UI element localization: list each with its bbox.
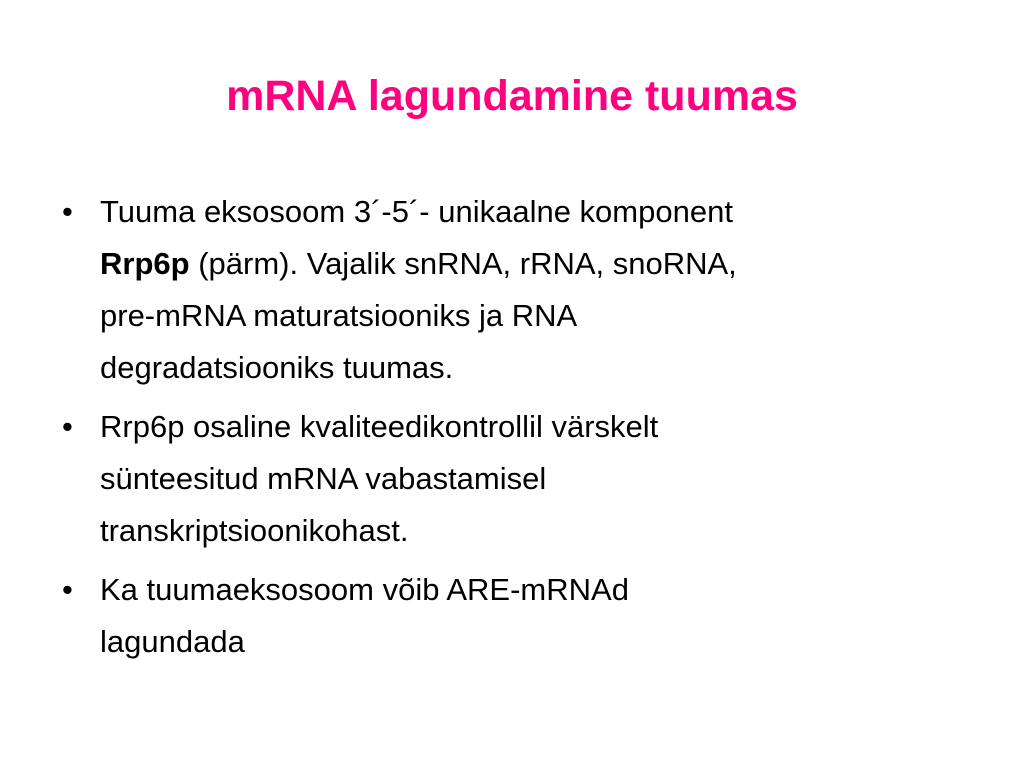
slide-title: mRNA lagundamine tuumas [226, 72, 798, 120]
bullet-list [56, 186, 956, 675]
bullet-2-line-2: sünteesitud mRNA vabastamisel [100, 461, 547, 496]
bullet-marker: • [62, 409, 73, 444]
bullet-2-line-3: transkriptsioonikohast. [100, 513, 409, 548]
bullet-1-bold-term: Rrp6p [100, 246, 190, 281]
bullet-2-line-1: Rrp6p osaline kvaliteedikontrollil värskelt [100, 409, 659, 444]
bullet-1-line-2-rest: (pärm). Vajalik snRNA, rRNA, snoRNA, [189, 246, 737, 281]
bullet-1-line-4: degradatsiooniks tuumas. [100, 350, 454, 385]
bullet-item-1 [56, 186, 956, 394]
bullet-1-line-2 [100, 238, 956, 290]
bullet-item-2 [56, 401, 956, 557]
bullet-3-line-1: Ka tuumaeksosoom võib ARE-mRNAd [100, 572, 629, 607]
bullet-marker: • [62, 194, 73, 229]
bullet-3-line-2: lagundada [100, 624, 245, 659]
bullet-1-line-1: Tuuma eksosoom 3´-5´- unikaalne komponent [100, 194, 733, 229]
bullet-1-line-3: pre-mRNA maturatsiooniks ja RNA [100, 298, 578, 333]
bullet-item-3 [56, 564, 956, 668]
bullet-marker: • [62, 572, 73, 607]
